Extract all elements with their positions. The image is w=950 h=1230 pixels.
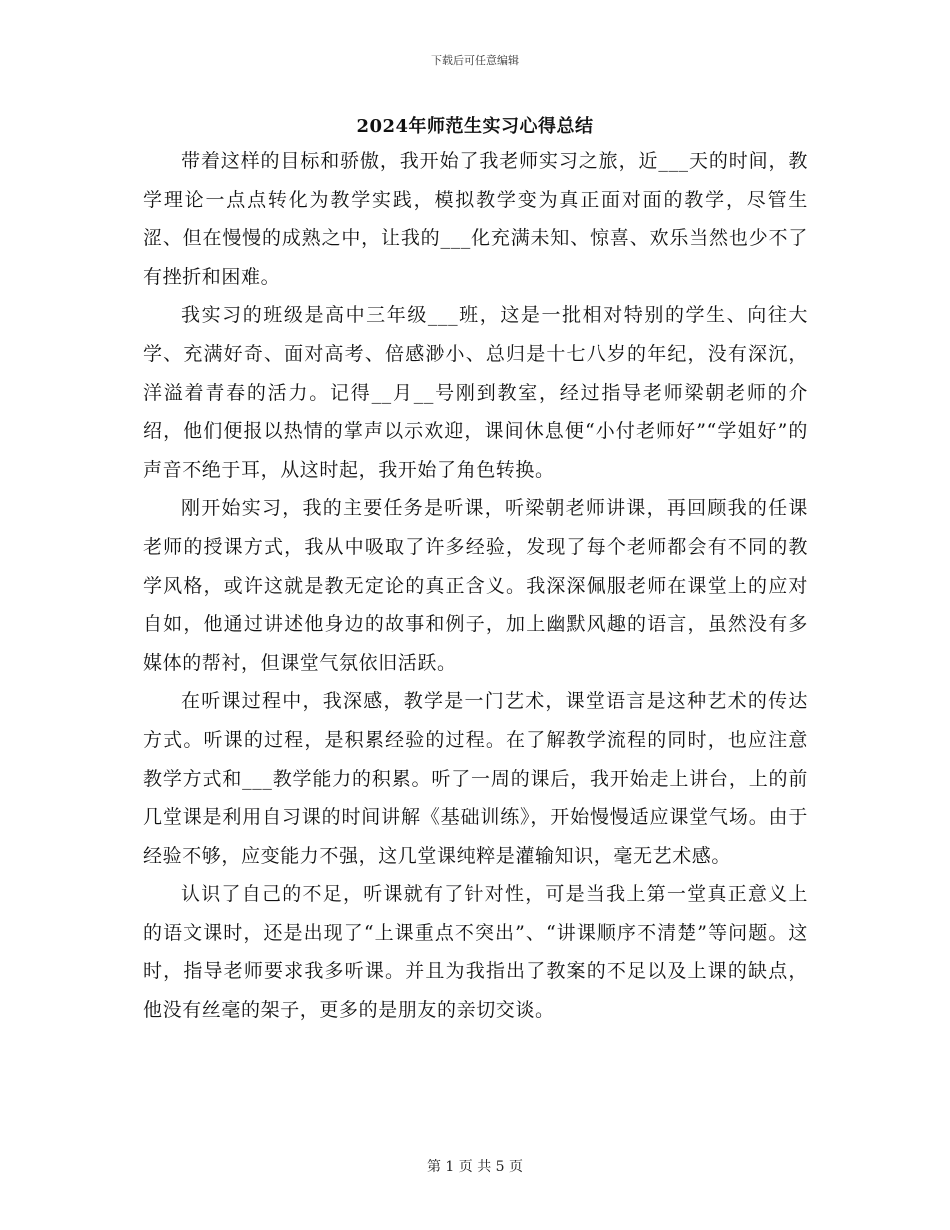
page-header-note: 下载后可任意编辑 [431,54,519,67]
paragraph-1: 带着这样的目标和骄傲，我开始了我老师实习之旅，近___天的时间，教学理论一点点转化为教学实践，模拟教学变为真正面对面的教学，尽管生涩、但在慢慢的成熟之中，让我的___化充满未知、惊喜、欢乐当然也少不了有挫折和困难。 [143,150,808,288]
page-number: 第 1 页 共 5 页 [426,1159,524,1175]
paragraph-5: 认识了自己的不足，听课就有了针对性，可是当我上第一堂真正意义上的语文课时，还是出现了“上课重点不突出”、“讲课顺序不清楚”等问题。这时，指导老师要求我多听课。并且为我指出了教案的不足以及上课的缺点，他没有丝毫的架子，更多的是朋友的亲切交谈。 [143,883,808,1022]
paragraph-4: 在听课过程中，我深感，教学是一门艺术，课堂语言是这种艺术的传达方式。听课的过程，是积累经验的过程。在了解教学流程的同时，也应注意教学方式和___教学能力的积累。听了一周的课后，我开始走上讲台，上的前几堂课是利用自习课的时间讲解《基础训练》，开始慢慢适应课堂气场。由于经验不够，应变能力不强，这几堂课纯粹是灌输知识，毫无艺术感。 [143,690,808,867]
paragraph-2: 我实习的班级是高中三年级___班，这是一批相对特别的学生、向往大学、充满好奇、面对高考、倍感渺小、总归是十七八岁的年纪，没有深沉，洋溢着青春的活力。记得__月__号刚到教室，经过指导老师梁朝老师的介绍，他们便报以热情的掌声以示欢迎，课间休息便“小付老师好”“学姐好”的声音不绝于耳，从这时起，我开始了角色转换。 [143,304,808,481]
document-body [143,142,808,1030]
paragraph-3: 刚开始实习，我的主要任务是听课，听梁朝老师讲课，再回顾我的任课老师的授课方式，我从中吸取了许多经验，发现了每个老师都会有不同的教学风格，或许这就是教无定论的真正含义。我深深佩服老师在课堂上的应对自如，他通过讲述他身边的故事和例子，加上幽默风趣的语言，虽然没有多媒体的帮衬，但课堂气氛依旧活跃。 [143,497,808,674]
document-title: 2024年师范生实习心得总结 [356,116,594,137]
